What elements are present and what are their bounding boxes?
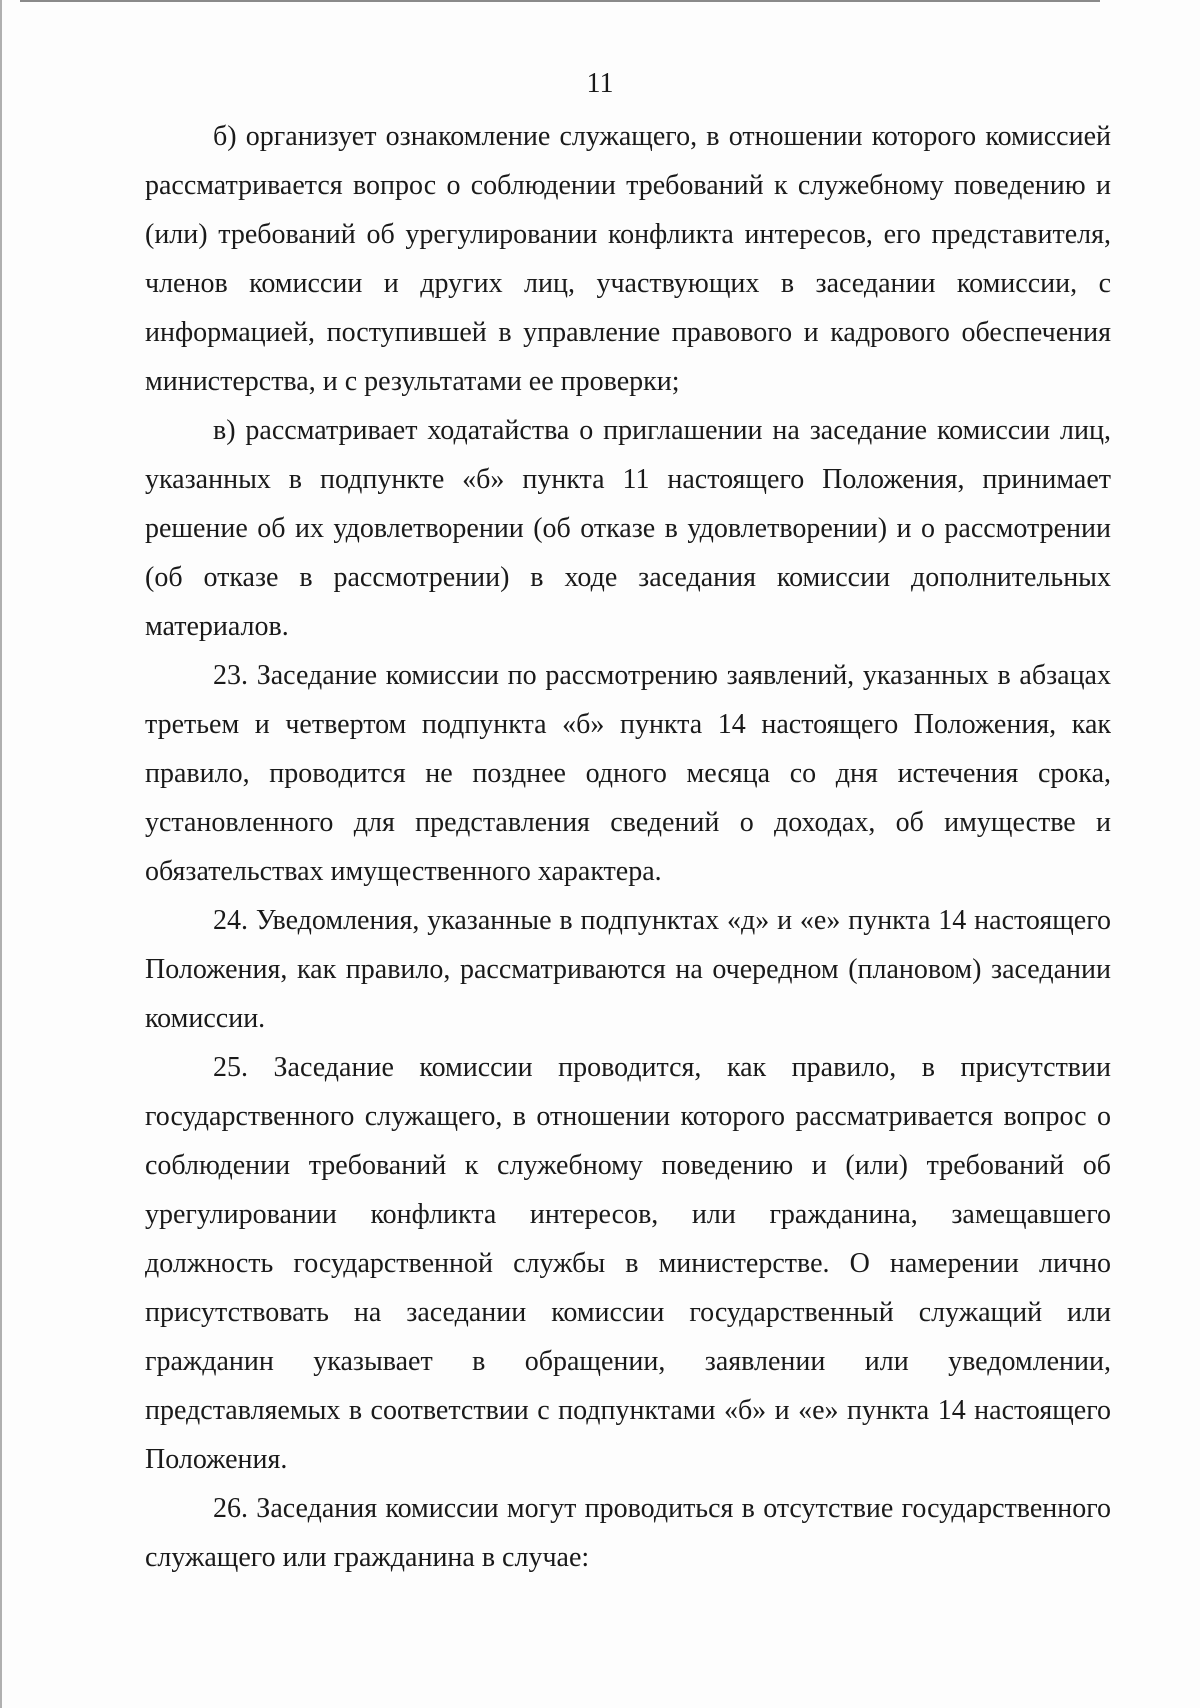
page-number: 11 [586,68,614,99]
paragraph-26: 26. Заседания комиссии могут проводиться в отсутствие государственного служащего или гражданина в случае: [145,1493,1111,1573]
paragraph-23: 23. Заседание комиссии по рассмотрению заявлений, указанных в абзацах третьем и четвертом подпункта «б» пункта 14 настоящего Положения, как правило, проводится не позднее одного месяца со дня истечения срока, установленного для представления сведений о доходах, об имуществе и обязательствах имущественного характера. [145,660,1111,887]
paragraph-v-subitem: в) рассматривает ходатайства о приглашении на заседание комиссии лиц, указанных в подпункте «б» пункта 11 настоящего Положения, принимает решение об их удовлетворении (об отказе в удовлетворении) и о рассмотрении (об отказе в рассмотрении) в ходе заседания комиссии дополнительных материалов. [145,415,1111,642]
paragraph-25: 25. Заседание комиссии проводится, как правило, в присутствии государственного служащего, в отношении которого рассматривается вопрос о соблюдении требований к служебному поведению и (или) требований об урегулировании конфликта интересов, или гражданина, замещавшего должность государственной службы в министерстве. О намерении лично присутствовать на заседании комиссии государственный служащий или гражданин указывает в обращении, заявлении или уведомлении, представляемых в соответствии с подпунктами «б» и «е» пункта 14 настоящего Положения. [145,1052,1111,1475]
paragraph-24: 24. Уведомления, указанные в подпунктах «д» и «е» пункта 14 настоящего Положения, как правило, рассматриваются на очередном (плановом) заседании комиссии. [145,905,1111,1034]
document-body [145,112,1111,1582]
scan-edge-top [20,0,1100,2]
scan-edge-left [0,0,2,1708]
paragraph-b-subitem: б) организует ознакомление служащего, в отношении которого комиссией рассматривается вопрос о соблюдении требований к служебному поведению и (или) требований об урегулировании конфликта интересов, его представителя, членов комиссии и других лиц, участвующих в заседании комиссии, с информацией, поступившей в управление правового и кадрового обеспечения министерства, и с результатами ее проверки; [145,121,1111,397]
